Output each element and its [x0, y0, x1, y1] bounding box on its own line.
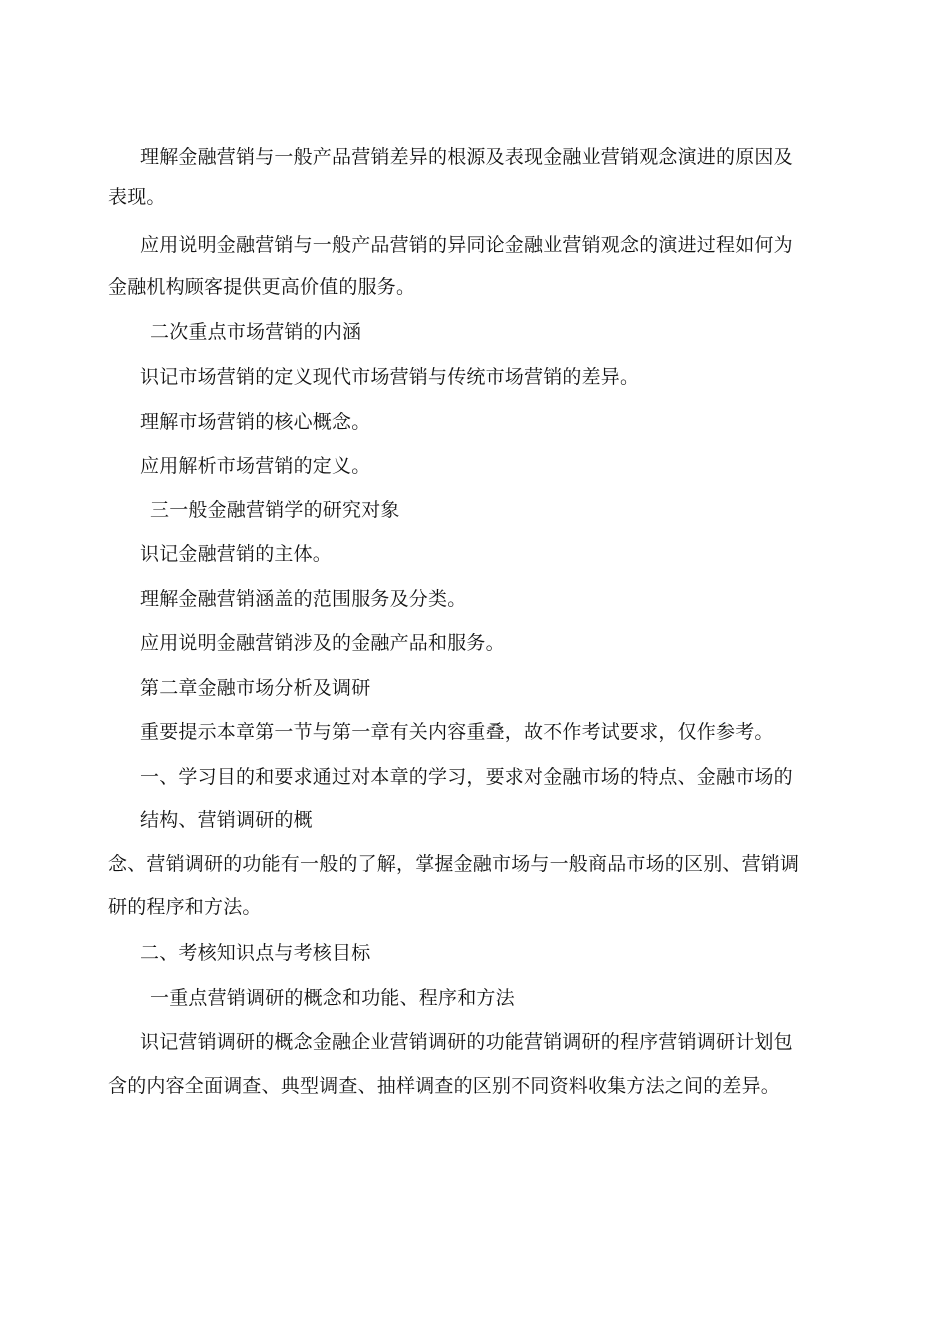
- paragraph-line: 结构、营销调研的概: [140, 809, 313, 831]
- section-heading: 一重点营销调研的概念和功能、程序和方法: [150, 987, 515, 1009]
- paragraph-line: 应用说明金融营销涉及的金融产品和服务。: [140, 632, 505, 654]
- paragraph-line: 理解市场营销的核心概念。: [140, 411, 371, 433]
- paragraph-line: 含的内容全面调查、典型调查、抽样调查的区别不同资料收集方法之间的差异。: [108, 1075, 781, 1097]
- paragraph-line: 理解金融营销与一般产品营销差异的根源及表现金融业营销观念演进的原因及: [140, 146, 793, 168]
- paragraph-line: 应用解析市场营销的定义。: [140, 455, 371, 477]
- section-heading: 二、考核知识点与考核目标: [140, 942, 371, 964]
- paragraph-line: 重要提示本章第一节与第一章有关内容重叠，故不作考试要求，仅作参考。: [140, 721, 774, 743]
- paragraph-line: 念、营销调研的功能有一般的了解，掌握金融市场与一般商品市场的区别、营销调: [108, 853, 800, 875]
- paragraph-line: 识记市场营销的定义现代市场营销与传统市场营销的差异。: [140, 366, 640, 388]
- paragraph-line: 金融机构顾客提供更高价值的服务。: [108, 276, 416, 298]
- chapter-heading: 第二章金融市场分析及调研: [140, 677, 371, 699]
- section-heading: 三一般金融营销学的研究对象: [150, 499, 400, 521]
- paragraph-line: 应用说明金融营销与一般产品营销的异同论金融业营销观念的演进过程如何为: [140, 234, 793, 256]
- section-heading: 二次重点市场营销的内涵: [150, 321, 362, 343]
- paragraph-line: 理解金融营销涵盖的范围服务及分类。: [140, 588, 467, 610]
- paragraph-line: 识记营销调研的概念金融企业营销调研的功能营销调研的程序营销调研计划包: [140, 1031, 793, 1053]
- paragraph-line: 识记金融营销的主体。: [140, 543, 333, 565]
- paragraph-line: 表现。: [108, 186, 166, 208]
- paragraph-line: 研的程序和方法。: [108, 896, 262, 918]
- paragraph-line: 一、学习目的和要求通过对本章的学习，要求对金融市场的特点、金融市场的: [140, 766, 793, 788]
